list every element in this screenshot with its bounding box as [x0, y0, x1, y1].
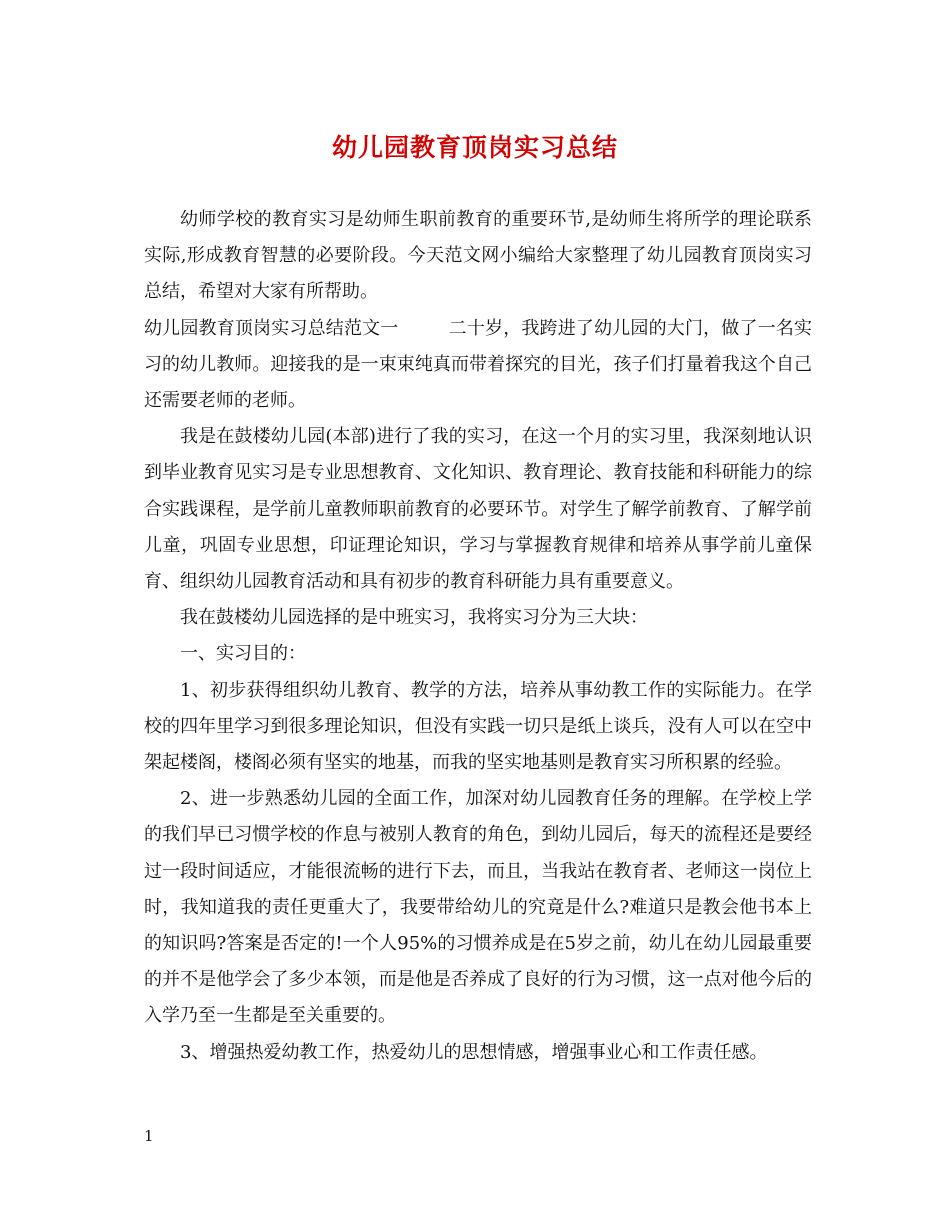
paragraph-purpose-1: 1、初步获得组织幼儿教育、教学的方法，培养从事幼教工作的实际能力。在学校的四年里学习到很多理论知识，但没有实践一切只是纸上谈兵，没有人可以在空中架起楼阁，楼阁必须有坚实的地基，而我的坚实地基则是教育实习所积累的经验。	[144, 679, 812, 774]
sample-heading: 幼儿园教育顶岗实习总结范文一	[144, 317, 399, 339]
paragraph-purpose-2: 2、进一步熟悉幼儿园的全面工作，加深对幼儿园教育任务的理解。在学校上学的我们早已习惯学校的作息与被别人教育的角色，到幼儿园后，每天的流程还是要经过一段时间适应，才能很流畅的进行下去，而且，当我站在教育者、老师这一岗位上时，我知道我的责任更重大了，我要带给幼儿的究竟是什么?难道只是教会他书本上的知识吗?答案是否定的!一个人95%的习惯养成是在5岁之前，幼儿在幼儿园最重要的并不是他学会了多少本领，而是他是否养成了良好的行为习惯，这一点对他今后的入学乃至一生都是至关重要的。	[144, 788, 812, 1027]
sample-opening: 二十岁，我跨进了幼儿园的大门，做了一名实习的幼儿教师。迎接我的是一束束纯真而带着探究的目光，孩子们打量着我这个自己还需要老师的老师。	[144, 317, 813, 412]
section-heading-purpose: 一、实习目的：	[180, 643, 306, 665]
paragraph-internship-context: 我是在鼓楼幼儿园(本部)进行了我的实习，在这一个月的实习里，我深刻地认识到毕业教育见实习是专业思想教育、文化知识、教育理论、教育技能和科研能力的综合实践课程，是学前儿童教师职前教育的必要环节。对学生了解学前教育、了解学前儿童，巩固专业思想，印证理论知识，学习与掌握教育规律和培养从事学前儿童保育、组织幼儿园教育活动和具有初步的教育科研能力具有重要意义。	[144, 426, 812, 593]
page-number: 1	[144, 1127, 154, 1145]
document-body	[144, 202, 812, 1071]
paragraph-purpose-3: 3、增强热爱幼教工作，热爱幼儿的思想情感，增强事业心和工作责任感。	[180, 1041, 768, 1063]
paragraph-intro: 幼师学校的教育实习是幼师生职前教育的重要环节,是幼师生将所学的理论联系实际,形成教育智慧的必要阶段。今天范文网小编给大家整理了幼儿园教育顶岗实习总结，希望对大家有所帮助。	[144, 209, 812, 303]
paragraph-sample-one	[144, 311, 812, 420]
document-title: 幼儿园教育顶岗实习总结	[331, 133, 618, 162]
paragraph-internship-plan: 我在鼓楼幼儿园选择的是中班实习，我将实习分为三大块：	[180, 607, 648, 629]
